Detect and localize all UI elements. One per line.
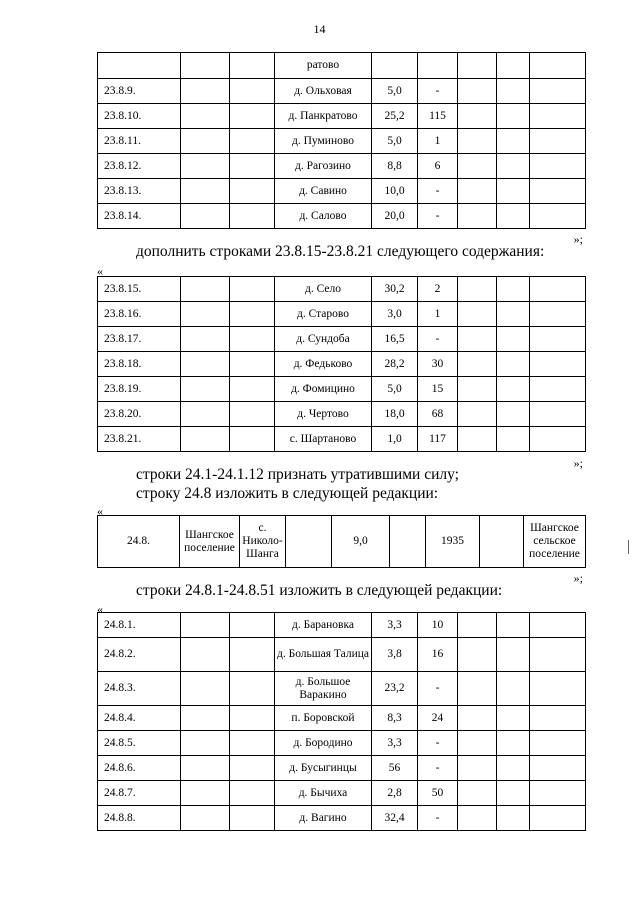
area-cell: 1,0 xyxy=(372,427,418,452)
empty-cell xyxy=(530,806,586,831)
empty-cell xyxy=(458,638,497,672)
locality-cell: д. Вагино xyxy=(275,806,372,831)
empty-cell xyxy=(530,672,586,706)
empty-cell xyxy=(497,179,530,204)
table-row xyxy=(98,731,586,756)
empty-cell xyxy=(230,402,275,427)
table-3 xyxy=(97,515,586,568)
empty-cell xyxy=(530,427,586,452)
population-cell: - xyxy=(418,79,458,104)
empty-cell xyxy=(230,79,275,104)
empty-cell xyxy=(181,731,230,756)
empty-cell xyxy=(181,204,230,229)
empty-cell xyxy=(530,402,586,427)
empty-cell xyxy=(181,672,230,706)
empty-cell xyxy=(497,302,530,327)
empty-cell xyxy=(497,327,530,352)
population-cell: 115 xyxy=(418,104,458,129)
margin-mark xyxy=(628,540,629,554)
row-code: 23.8.16. xyxy=(98,302,181,327)
locality-cell: д. Бусыгинцы xyxy=(275,756,372,781)
table-row xyxy=(98,377,586,402)
empty-cell xyxy=(181,179,230,204)
empty-cell xyxy=(181,302,230,327)
empty-cell xyxy=(458,104,497,129)
population-cell: 30 xyxy=(418,352,458,377)
table-row xyxy=(98,179,586,204)
area-cell: 2,8 xyxy=(372,781,418,806)
row-code xyxy=(98,53,181,79)
empty-cell xyxy=(458,327,497,352)
area-cell: 3,0 xyxy=(372,302,418,327)
locality-cell: с. Шартаново xyxy=(275,427,372,452)
locality-cell: д. Большое Варакино xyxy=(275,672,372,706)
empty-cell xyxy=(458,53,497,79)
population-cell: - xyxy=(418,327,458,352)
area-cell: 8,8 xyxy=(372,154,418,179)
empty-cell xyxy=(181,402,230,427)
area-cell: 25,2 xyxy=(372,104,418,129)
row-code: 23.8.21. xyxy=(98,427,181,452)
empty-cell xyxy=(530,706,586,731)
area-cell: 32,4 xyxy=(372,806,418,831)
population-cell: - xyxy=(418,672,458,706)
row-code: 24.8.5. xyxy=(98,731,181,756)
empty-cell xyxy=(497,672,530,706)
empty-cell xyxy=(458,154,497,179)
empty-cell xyxy=(181,377,230,402)
empty-cell xyxy=(230,352,275,377)
empty-cell xyxy=(181,277,230,302)
empty-cell xyxy=(458,277,497,302)
locality-cell: с. Николо-Шанга xyxy=(240,516,286,568)
empty-cell xyxy=(530,781,586,806)
empty-cell xyxy=(458,129,497,154)
empty-cell xyxy=(530,613,586,638)
area-cell: 3,3 xyxy=(372,731,418,756)
area-cell: 3,8 xyxy=(372,638,418,672)
row-code: 23.8.14. xyxy=(98,204,181,229)
locality-cell: д. Старово xyxy=(275,302,372,327)
empty-cell xyxy=(230,179,275,204)
empty-cell xyxy=(181,638,230,672)
row-code: 23.8.9. xyxy=(98,79,181,104)
empty-cell xyxy=(530,377,586,402)
empty-cell xyxy=(458,613,497,638)
table-row xyxy=(98,104,586,129)
table-row xyxy=(98,516,586,568)
table-row xyxy=(98,204,586,229)
locality-cell: д. Федьково xyxy=(275,352,372,377)
locality-cell: п. Боровской xyxy=(275,706,372,731)
empty-cell xyxy=(458,179,497,204)
empty-cell xyxy=(530,129,586,154)
locality-cell: д. Бычиха xyxy=(275,781,372,806)
locality-cell: д. Сундоба xyxy=(275,327,372,352)
table-row xyxy=(98,781,586,806)
empty-cell xyxy=(230,302,275,327)
opening-quote: « xyxy=(97,602,103,616)
row-code: 23.8.17. xyxy=(98,327,181,352)
table-row xyxy=(98,638,586,672)
empty-cell xyxy=(181,104,230,129)
empty-cell xyxy=(497,706,530,731)
paragraph: дополнить строками 23.8.15-23.8.21 следующего содержания: xyxy=(136,243,545,260)
empty-cell xyxy=(181,154,230,179)
empty-cell xyxy=(458,706,497,731)
paragraph: строки 24.8.1-24.8.51 изложить в следующей редакции: xyxy=(136,582,503,599)
empty-cell xyxy=(497,756,530,781)
empty-cell xyxy=(530,53,586,79)
row-code: 24.8.3. xyxy=(98,672,181,706)
empty-cell xyxy=(530,756,586,781)
empty-cell xyxy=(497,402,530,427)
population-cell: 16 xyxy=(418,638,458,672)
table-row xyxy=(98,79,586,104)
locality-cell: д. Рагозино xyxy=(275,154,372,179)
empty-cell xyxy=(530,204,586,229)
row-code: 23.8.20. xyxy=(98,402,181,427)
empty-cell xyxy=(458,672,497,706)
settlement-cell: Шангское поселение xyxy=(180,516,240,568)
table-1-body xyxy=(98,53,586,229)
area-cell: 20,0 xyxy=(372,204,418,229)
empty-cell xyxy=(497,781,530,806)
row-code: 23.8.12. xyxy=(98,154,181,179)
population-cell: 1 xyxy=(418,302,458,327)
empty-cell xyxy=(181,806,230,831)
table-1 xyxy=(97,52,586,229)
area-cell: 8,3 xyxy=(372,706,418,731)
empty-cell xyxy=(230,672,275,706)
area-cell: 18,0 xyxy=(372,402,418,427)
locality-cell: д. Большая Талица xyxy=(275,638,372,672)
opening-quote: « xyxy=(97,264,103,278)
table-row xyxy=(98,129,586,154)
population-cell: - xyxy=(418,731,458,756)
empty-cell xyxy=(458,79,497,104)
locality-cell: д. Фомицино xyxy=(275,377,372,402)
row-code: 24.8. xyxy=(98,516,180,568)
area-cell: 23,2 xyxy=(372,672,418,706)
table-row xyxy=(98,427,586,452)
empty-cell xyxy=(497,79,530,104)
area-cell: 16,5 xyxy=(372,327,418,352)
closing-quote: »; xyxy=(573,571,583,585)
locality-cell: д. Бородино xyxy=(275,731,372,756)
table-row xyxy=(98,352,586,377)
table-row xyxy=(98,672,586,706)
empty-cell xyxy=(497,638,530,672)
locality-cell: д. Село xyxy=(275,277,372,302)
population-cell: - xyxy=(418,204,458,229)
population-cell: 24 xyxy=(418,706,458,731)
empty-cell xyxy=(497,352,530,377)
empty-cell xyxy=(230,781,275,806)
table-row xyxy=(98,327,586,352)
population-cell: 117 xyxy=(418,427,458,452)
empty-cell xyxy=(181,129,230,154)
row-code: 24.8.1. xyxy=(98,613,181,638)
empty-cell xyxy=(230,53,275,79)
area-cell: 5,0 xyxy=(372,79,418,104)
table-row xyxy=(98,806,586,831)
empty-cell xyxy=(230,638,275,672)
empty-cell xyxy=(458,781,497,806)
table-row xyxy=(98,53,586,79)
empty-cell xyxy=(230,129,275,154)
empty-cell xyxy=(530,327,586,352)
area-cell xyxy=(372,53,418,79)
empty-cell xyxy=(480,516,524,568)
empty-cell xyxy=(230,154,275,179)
empty-cell xyxy=(497,129,530,154)
empty-cell xyxy=(458,302,497,327)
empty-cell xyxy=(230,427,275,452)
empty-cell xyxy=(458,377,497,402)
area-cell: 30,2 xyxy=(372,277,418,302)
population-cell: - xyxy=(418,756,458,781)
area-cell: 10,0 xyxy=(372,179,418,204)
empty-cell xyxy=(497,277,530,302)
table-row xyxy=(98,613,586,638)
empty-cell xyxy=(497,377,530,402)
row-code: 24.8.6. xyxy=(98,756,181,781)
empty-cell xyxy=(230,104,275,129)
row-code: 23.8.19. xyxy=(98,377,181,402)
empty-cell xyxy=(458,756,497,781)
empty-cell xyxy=(530,104,586,129)
empty-cell xyxy=(530,638,586,672)
row-code: 24.8.2. xyxy=(98,638,181,672)
table-row xyxy=(98,706,586,731)
locality-cell: ратово xyxy=(275,53,372,79)
population-cell: 10 xyxy=(418,613,458,638)
table-row xyxy=(98,756,586,781)
empty-cell xyxy=(497,613,530,638)
municipality-cell: Шангское сельское поселение xyxy=(524,516,586,568)
table-row xyxy=(98,302,586,327)
locality-cell: д. Пуминово xyxy=(275,129,372,154)
empty-cell xyxy=(458,731,497,756)
paragraph: строку 24.8 изложить в следующей редакции: xyxy=(136,485,439,502)
empty-cell xyxy=(497,806,530,831)
row-code: 23.8.11. xyxy=(98,129,181,154)
population-cell: 1935 xyxy=(426,516,480,568)
empty-cell xyxy=(390,516,426,568)
row-code: 23.8.13. xyxy=(98,179,181,204)
empty-cell xyxy=(497,427,530,452)
empty-cell xyxy=(181,756,230,781)
empty-cell xyxy=(458,352,497,377)
empty-cell xyxy=(458,402,497,427)
row-code: 23.8.18. xyxy=(98,352,181,377)
empty-cell xyxy=(181,327,230,352)
population-cell: 15 xyxy=(418,377,458,402)
empty-cell xyxy=(230,706,275,731)
empty-cell xyxy=(230,613,275,638)
table-4 xyxy=(97,612,586,831)
empty-cell xyxy=(497,53,530,79)
opening-quote: « xyxy=(97,504,103,518)
area-cell: 5,0 xyxy=(372,377,418,402)
empty-cell xyxy=(530,731,586,756)
population-cell: 50 xyxy=(418,781,458,806)
table-4-body xyxy=(98,613,586,831)
empty-cell xyxy=(530,302,586,327)
locality-cell: д. Чертово xyxy=(275,402,372,427)
population-cell: 2 xyxy=(418,277,458,302)
closing-quote: »; xyxy=(573,456,583,470)
empty-cell xyxy=(458,427,497,452)
table-row xyxy=(98,154,586,179)
area-cell: 9,0 xyxy=(332,516,390,568)
empty-cell xyxy=(286,516,332,568)
empty-cell xyxy=(497,154,530,179)
empty-cell xyxy=(230,204,275,229)
empty-cell xyxy=(530,352,586,377)
row-code: 23.8.15. xyxy=(98,277,181,302)
closing-quote: »; xyxy=(573,232,583,246)
empty-cell xyxy=(497,731,530,756)
empty-cell xyxy=(181,53,230,79)
row-code: 24.8.4. xyxy=(98,706,181,731)
empty-cell xyxy=(458,806,497,831)
paragraph: строки 24.1-24.1.12 признать утратившими силу; xyxy=(136,466,459,483)
empty-cell xyxy=(530,277,586,302)
locality-cell: д. Савино xyxy=(275,179,372,204)
area-cell: 5,0 xyxy=(372,129,418,154)
empty-cell xyxy=(230,806,275,831)
area-cell: 56 xyxy=(372,756,418,781)
row-code: 24.8.7. xyxy=(98,781,181,806)
population-cell: 1 xyxy=(418,129,458,154)
empty-cell xyxy=(181,613,230,638)
table-row xyxy=(98,277,586,302)
empty-cell xyxy=(230,377,275,402)
empty-cell xyxy=(230,277,275,302)
row-code: 24.8.8. xyxy=(98,806,181,831)
locality-cell: д. Салово xyxy=(275,204,372,229)
empty-cell xyxy=(181,427,230,452)
empty-cell xyxy=(230,731,275,756)
population-cell: - xyxy=(418,806,458,831)
empty-cell xyxy=(181,781,230,806)
table-2 xyxy=(97,276,586,452)
area-cell: 28,2 xyxy=(372,352,418,377)
population-cell xyxy=(418,53,458,79)
empty-cell xyxy=(230,756,275,781)
population-cell: 6 xyxy=(418,154,458,179)
population-cell: 68 xyxy=(418,402,458,427)
row-code: 23.8.10. xyxy=(98,104,181,129)
page-number: 14 xyxy=(313,22,326,36)
empty-cell xyxy=(530,79,586,104)
population-cell: - xyxy=(418,179,458,204)
empty-cell xyxy=(181,79,230,104)
empty-cell xyxy=(230,327,275,352)
locality-cell: д. Ольховая xyxy=(275,79,372,104)
area-cell: 3,3 xyxy=(372,613,418,638)
table-row xyxy=(98,402,586,427)
empty-cell xyxy=(497,204,530,229)
empty-cell xyxy=(181,706,230,731)
empty-cell xyxy=(497,104,530,129)
table-2-body xyxy=(98,277,586,452)
locality-cell: д. Барановка xyxy=(275,613,372,638)
empty-cell xyxy=(458,204,497,229)
locality-cell: д. Панкратово xyxy=(275,104,372,129)
empty-cell xyxy=(181,352,230,377)
empty-cell xyxy=(530,179,586,204)
empty-cell xyxy=(530,154,586,179)
